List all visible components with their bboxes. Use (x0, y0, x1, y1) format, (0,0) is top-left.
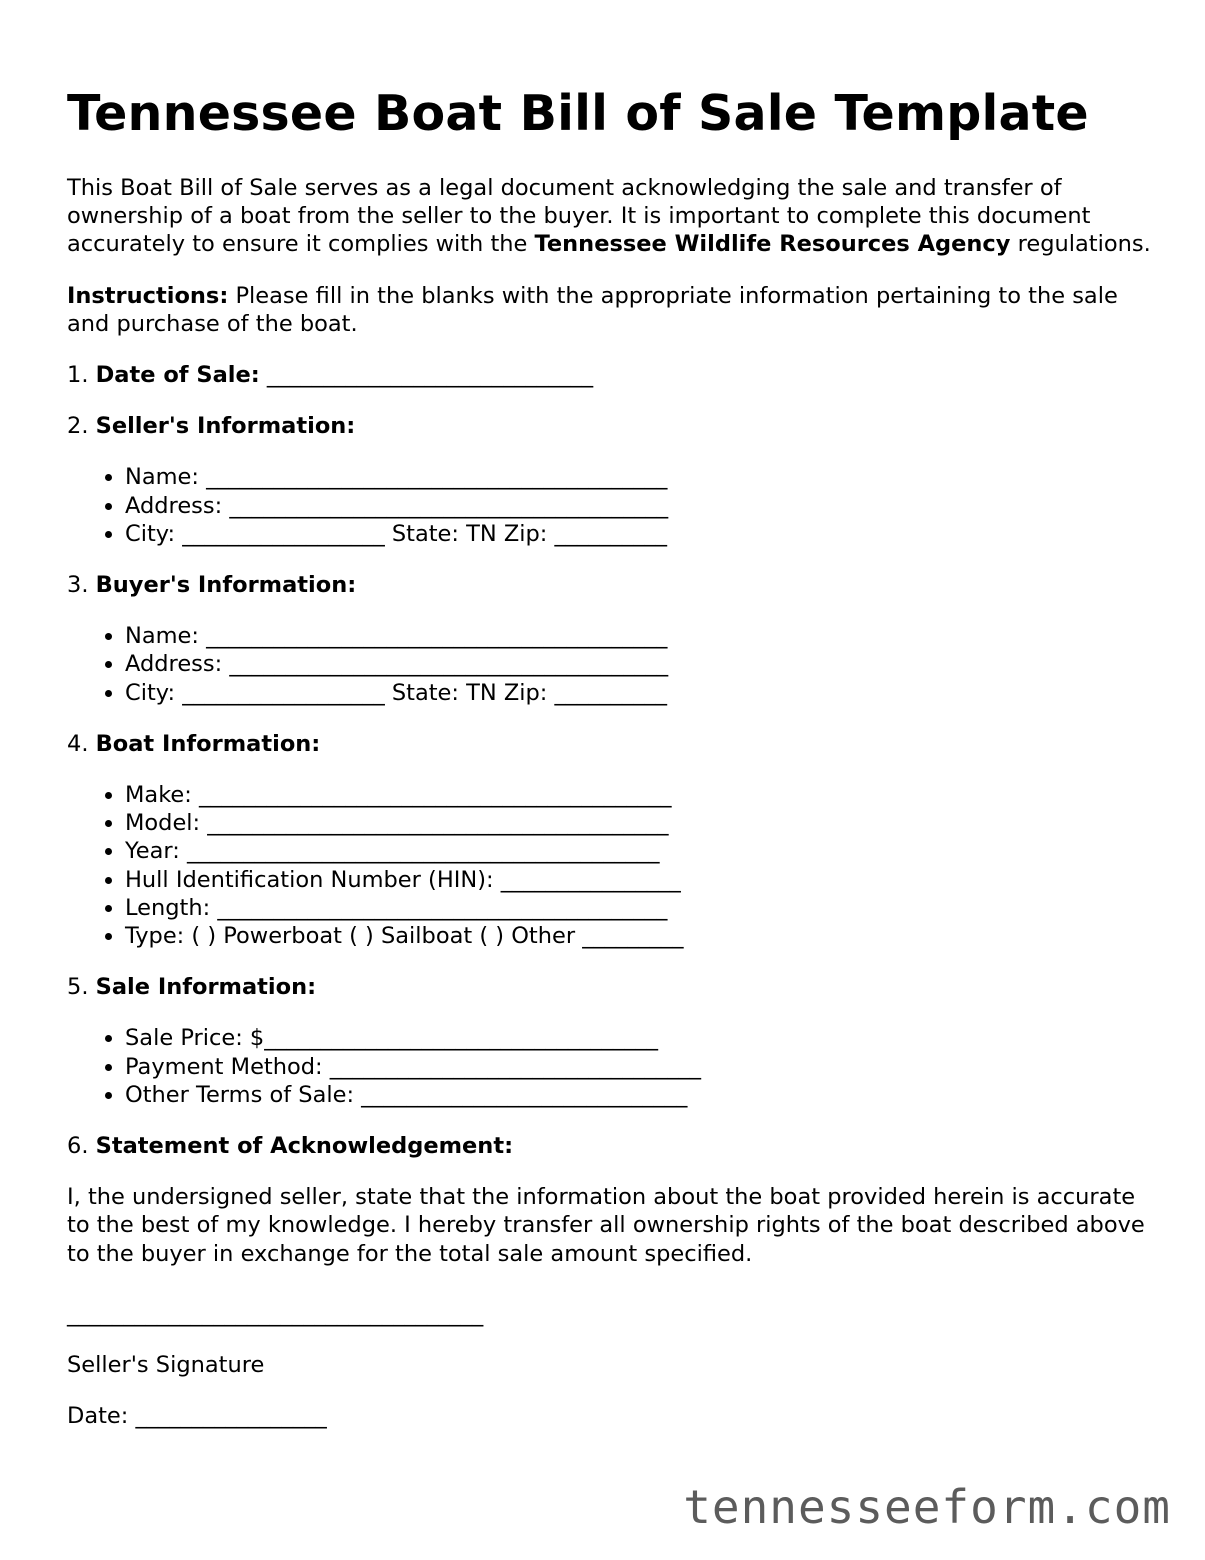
boat-year-field[interactable]: • Year: __________________________________________ (125, 837, 1157, 865)
intro-text-start: This Boat Bill of Sale serves as a legal document acknowledging the sale and transfer of ownership of a boat from the seller to the buyer. It is important to complete this document accurately to ensure it complies with the (67, 175, 1091, 258)
section-number: 6. (67, 1133, 96, 1160)
seller-address-field[interactable]: • Address: _______________________________________ (125, 492, 1157, 520)
sale-price-field[interactable]: • Sale Price: $___________________________________ (125, 1024, 1157, 1052)
section-number: 4. (67, 730, 96, 757)
buyer-section-heading (67, 571, 1157, 599)
blank-line: _____________________________ (259, 362, 594, 389)
section-number: 3. (67, 572, 96, 599)
section-number: 1. (67, 362, 96, 389)
watermark: tennesseeform.com (683, 1480, 1171, 1534)
section-heading: Statement of Acknowledgement: (95, 1133, 514, 1160)
section-number: 5. (67, 974, 96, 1001)
boat-length-field[interactable]: • Length: ________________________________________ (125, 894, 1157, 922)
document-page (67, 84, 1157, 1431)
intro-text-end: regulations. (1010, 231, 1151, 258)
acknowledgement-text: I, the undersigned seller, state that the information about the boat provided herein is accurate to the best of my knowledge. I hereby transfer all ownership rights of the boat described above to the buyer in exchange for the total sale amount specified. (67, 1184, 1145, 1267)
payment-method-field[interactable]: • Payment Method: _________________________________ (125, 1053, 1157, 1081)
document-title: Tennessee Boat Bill of Sale Template (67, 85, 1089, 142)
buyer-fields (67, 622, 1157, 707)
signature-date-field[interactable]: Date: _________________ (67, 1403, 327, 1430)
boat-section-heading (67, 730, 1157, 758)
instructions-label: Instructions: (67, 282, 229, 309)
buyer-name-field[interactable]: • Name: _________________________________________ (125, 622, 1157, 650)
boat-make-field[interactable]: • Make: __________________________________________ (125, 781, 1157, 809)
seller-city-field[interactable]: • City: __________________ State: TN Zip: __________ (125, 520, 1157, 548)
buyer-city-field[interactable]: • City: __________________ State: TN Zip: __________ (125, 679, 1157, 707)
section-number: 2. (67, 413, 96, 440)
section-heading: Sale Information: (95, 974, 317, 1001)
intro-paragraph (67, 174, 1157, 259)
seller-section-heading (67, 412, 1157, 440)
boat-model-field[interactable]: • Model: _________________________________________ (125, 809, 1157, 837)
boat-hin-field[interactable]: • Hull Identification Number (HIN): ________________ (125, 866, 1157, 894)
acknowledgement-section-heading (67, 1132, 1157, 1160)
section-heading: Seller's Information: (95, 413, 356, 440)
seller-fields (67, 463, 1157, 548)
instructions-text: Please fill in the blanks with the appropriate information pertaining to the sale and purchase of the boat. (67, 282, 1118, 337)
buyer-address-field[interactable]: • Address: _______________________________________ (125, 650, 1157, 678)
agency-name: Tennessee Wildlife Resources Agency (534, 231, 1011, 258)
section-heading: Boat Information: (95, 730, 321, 757)
seller-signature-label: Seller's Signature (67, 1352, 265, 1379)
section-heading: Date of Sale: (95, 362, 260, 389)
sale-fields (67, 1024, 1157, 1109)
seller-signature-line[interactable]: _____________________________________ (67, 1300, 484, 1327)
instructions-paragraph (67, 282, 1157, 338)
boat-fields (67, 781, 1157, 950)
other-terms-field[interactable]: • Other Terms of Sale: _____________________________ (125, 1081, 1157, 1109)
boat-type-field[interactable]: • Type: ( ) Powerboat ( ) Sailboat ( ) Other _________ (125, 922, 1157, 950)
date-of-sale-field[interactable] (67, 361, 1157, 389)
section-heading: Buyer's Information: (95, 572, 357, 599)
seller-name-field[interactable]: • Name: _________________________________________ (125, 463, 1157, 491)
sale-section-heading (67, 973, 1157, 1001)
